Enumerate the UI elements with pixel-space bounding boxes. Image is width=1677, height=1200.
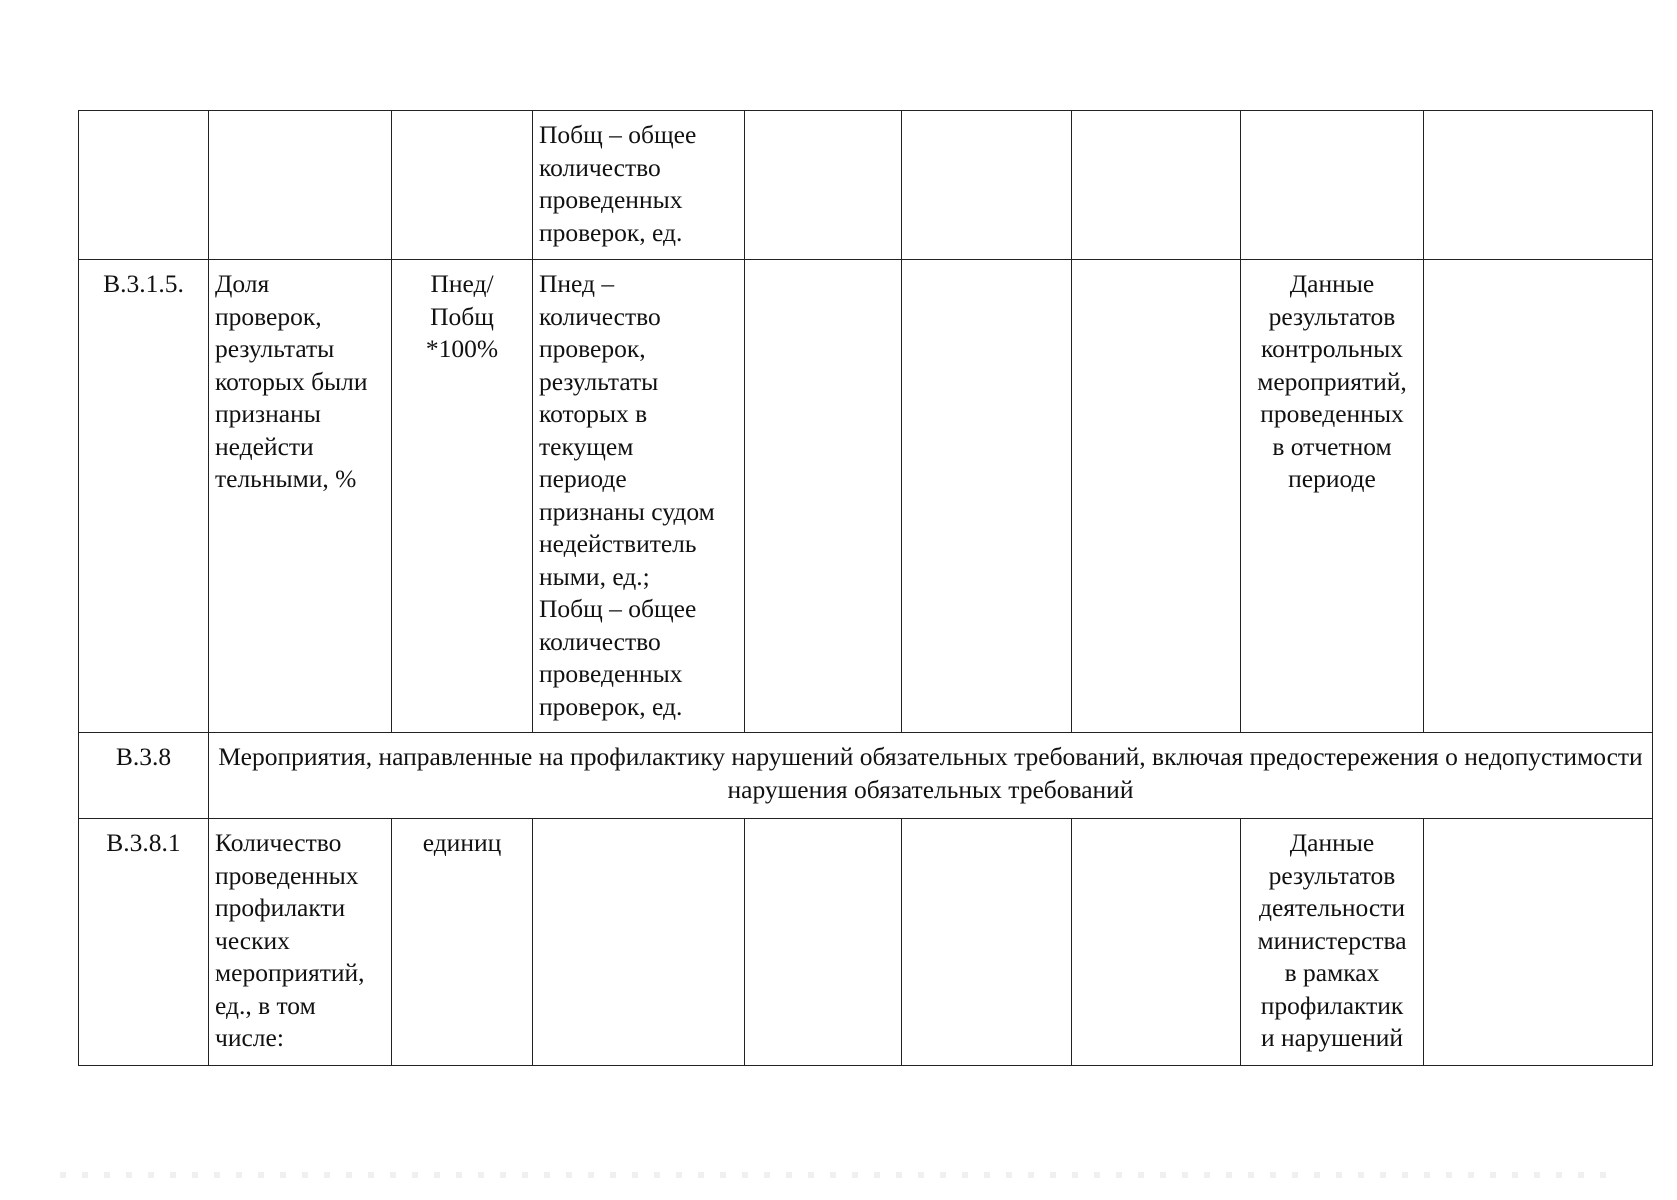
indicator-cell: Количество проведенных профилакти ческих мероприятий, ед., в том числе: [209, 819, 392, 1066]
empty-cell [1424, 111, 1653, 260]
empty-cell [902, 111, 1072, 260]
formula-cell: Пнед/ Побщ *100% [392, 260, 533, 733]
empty-cell [1424, 819, 1653, 1066]
empty-cell [1072, 111, 1241, 260]
table-row [79, 111, 1653, 260]
indicators-table [78, 110, 1653, 1066]
empty-cell [745, 260, 902, 733]
description-cell: Побщ – общее количество проведенных проверок, ед. [533, 111, 745, 260]
indicator-cell [209, 111, 392, 260]
code-cell: В.3.8 [79, 733, 209, 819]
table-row [79, 260, 1653, 733]
empty-cell [902, 260, 1072, 733]
source-cell: Данные результатов контрольных мероприятий, проведенных в отчетном периоде [1241, 260, 1424, 733]
scan-artifact [60, 1172, 1620, 1178]
code-cell [79, 111, 209, 260]
source-cell: Данные результатов деятельности министерства в рамках профилактик и нарушений [1241, 819, 1424, 1066]
table-row [79, 819, 1653, 1066]
section-title: Мероприятия, направленные на профилактику нарушений обязательных требований, включая предостережения о недопустимости нарушения обязательных требований [209, 733, 1653, 819]
empty-cell [745, 819, 902, 1066]
description-cell: Пнед – количество проверок, результаты которых в текущем периоде признаны судом недействитель ными, ед.; Побщ – общее количество проведенных проверок, ед. [533, 260, 745, 733]
description-cell [533, 819, 745, 1066]
source-cell [1241, 111, 1424, 260]
empty-cell [745, 111, 902, 260]
empty-cell [902, 819, 1072, 1066]
code-cell: В.3.1.5. [79, 260, 209, 733]
indicator-cell: Доля проверок, результаты которых были признаны недейсти тельными, % [209, 260, 392, 733]
empty-cell [1072, 819, 1241, 1066]
formula-cell: единиц [392, 819, 533, 1066]
formula-cell [392, 111, 533, 260]
empty-cell [1072, 260, 1241, 733]
section-row [79, 733, 1653, 819]
code-cell: В.3.8.1 [79, 819, 209, 1066]
empty-cell [1424, 260, 1653, 733]
